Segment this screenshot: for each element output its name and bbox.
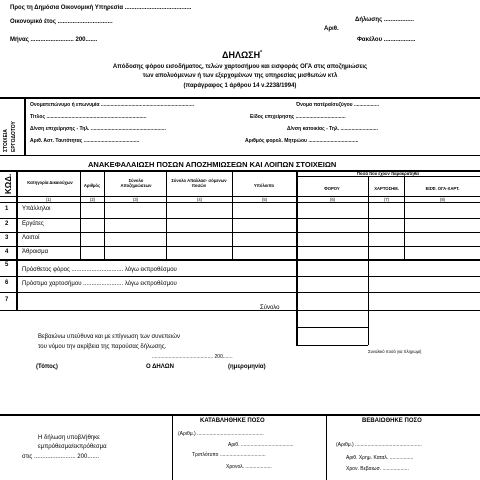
business-address-field: Δ/νση επιχείρησης - Τηλ. ...................................................... (30, 126, 166, 132)
declarant-label: Ο ΔΗΛΩΝ (146, 364, 174, 370)
column-header-category: Κατηγορία Δικαιούχων (27, 180, 73, 185)
form-title: ΔΗΛΩΣΗ* (222, 50, 263, 60)
row-label-sum: Άθροισμα (22, 249, 49, 255)
column-header-exempt: Σύνολο Απαλλασ- σόμενων ποσών (171, 178, 227, 188)
file-number-field: Φακέλου ................... (357, 37, 416, 43)
paid-number-field: (Αριθμ.) ................................................ (178, 431, 264, 437)
row-label-others: Λοιποί (22, 235, 40, 241)
employer-side-label-2: ΕΡΓΟΔΟΤΟΥ (11, 121, 17, 152)
paid-receipt-number: Αριθ. ...................................... (228, 442, 294, 448)
month-field: Μήνας .......................... 200....... (10, 37, 98, 43)
column-header-oga: ΕΙΣΦ. ΟΓΑ-ΧΑΡΤ. (425, 186, 460, 191)
code-column-label: ΚΩΔ. (4, 173, 13, 194)
row-code: 3 (5, 235, 9, 241)
signature-date-line: ............................................ 200....... (152, 354, 233, 360)
column-number: (7) (383, 197, 390, 202)
column-number: (1) (45, 197, 52, 202)
paid-date: Χρονολ. ................... (226, 464, 272, 470)
certified-number-field: (Αριθμ.) ................................................ (336, 442, 422, 448)
column-header-stamp: ΧΑΡΤΟΣΗΜ. (374, 186, 399, 191)
row-label-stamp-fine: Πρόστιμο χαρτοσήμου ........................ λόγω εκπροθέσμου (22, 281, 177, 287)
title-field: Τίτλος ........................................................................ (30, 114, 147, 120)
tax-registry-field: Αριθμός φορολ. Μητρώου .................................... (245, 138, 359, 144)
column-header-tax: ΦΟΡΟΥ (324, 186, 340, 191)
title-line-3: (παράγραφος 1 άρθρου 14 ν.2238/1994) (183, 83, 297, 89)
column-number: (5) (261, 197, 268, 202)
payable-total-note: Συνολικό ποσό για πληρωμή (368, 349, 422, 354)
employer-name-field: Ονοματεπώνυμο ή επωνυμία ................................................................... (30, 102, 194, 108)
certified-amount-title: ΒΕΒΑΙΩΘΗΚΕ ΠΟΣΟ (362, 418, 422, 424)
column-number: (3) (132, 197, 139, 202)
row-code: 5 (5, 262, 9, 268)
submitted-line-2: εμπρόθεσμα/εκπρόθεσμα (38, 444, 107, 450)
home-address-field: Δ/νση κατοικίας - Τηλ. ........................... (287, 126, 378, 132)
column-header-remainder: Υπόλοιπο (253, 183, 275, 188)
row-code: 6 (5, 280, 9, 286)
row-label-additional-tax: Πρόσθετος φόρος ............................... λόγω εκπροθέσμου (22, 267, 177, 273)
column-header-count: Αριθμός (83, 183, 101, 188)
fiscal-year-field: Οικονομικό έτος ................................. (10, 19, 113, 25)
father-name-field: Όνομα πατέρα/συζύγου .................. (296, 102, 379, 108)
column-number: (6) (329, 197, 336, 202)
place-label: (Τόπος) (36, 364, 58, 370)
row-label-employees: Υπάλληλοι (22, 206, 51, 212)
business-type-field: Είδος επιχείρησης .................................... (250, 114, 346, 120)
column-number: (8) (439, 197, 446, 202)
certified-treasury-list: Αριθ. Χρημ. Καταλ. ................. (346, 455, 414, 461)
row-label-workers: Εργάτες (22, 221, 44, 227)
column-header-total: Σύνολο Αποζημιώσεων (120, 178, 152, 188)
recipient-line: Προς τη Δημόσια Οικονομική Υπηρεσία ........................................ (10, 5, 192, 11)
row-code: 7 (5, 297, 9, 303)
certified-date: Χρον. Βεβαιωσ. ................... (346, 466, 409, 472)
paid-triplicate: Τριπλότυπο ................................. (192, 452, 266, 458)
table-title: ΑΝΑΚΕΦΑΛΑΙΩΣΗ ΠΟΣΩΝ ΑΠΟΖΗΜΙΩΣΕΩΝ ΚΑΙ ΛΟΙΠΩΝ ΣΤΟΙΧΕΙΩΝ (88, 160, 337, 169)
certification-line-2: του νόμου την ακρίβεια της παρούσας δήλωσης. (38, 344, 167, 350)
submitted-date: στις ......................... 200....... (22, 454, 99, 460)
title-line-1: Απόδοσης φόρου εισοδήματος, τελών χαρτοσήμου και εισφοράς ΟΓΑ στις αποζημιώσεις (112, 64, 368, 70)
row-code: 1 (5, 206, 9, 212)
declaration-number-field: Δήλωσης .................. (355, 17, 414, 23)
id-card-field: Αριθ. Αστ. Ταυτότητας ........................................ (30, 138, 140, 144)
title-line-2: των απολυόμενων ή των εξερχομένων της υπηρεσίας μισθωτών κτλ (142, 73, 338, 79)
paid-amount-title: ΚΑΤΑΒΛΗΘΗΚΕ ΠΟΣΟ (200, 418, 265, 424)
date-label: (ημερομηνία) (228, 364, 266, 370)
number-label: Αριθ. (324, 26, 339, 32)
withheld-header: Ποσά που έχουν παρακρατηθεί (356, 171, 420, 176)
certification-line-1: Βεβαιώνω υπεύθυνα και με επίγνωση των συνεπειών (38, 334, 180, 340)
employer-side-label-1: ΣΤΟΙΧΕΙΑ (3, 129, 9, 152)
row-code: 4 (5, 249, 9, 255)
row-code: 2 (5, 221, 9, 227)
column-number: (2) (89, 197, 96, 202)
column-number: (4) (196, 197, 203, 202)
submitted-line-1: Η δήλωση υποβλήθηκε (38, 435, 100, 441)
row-label-total: Σύνολο (260, 305, 280, 311)
